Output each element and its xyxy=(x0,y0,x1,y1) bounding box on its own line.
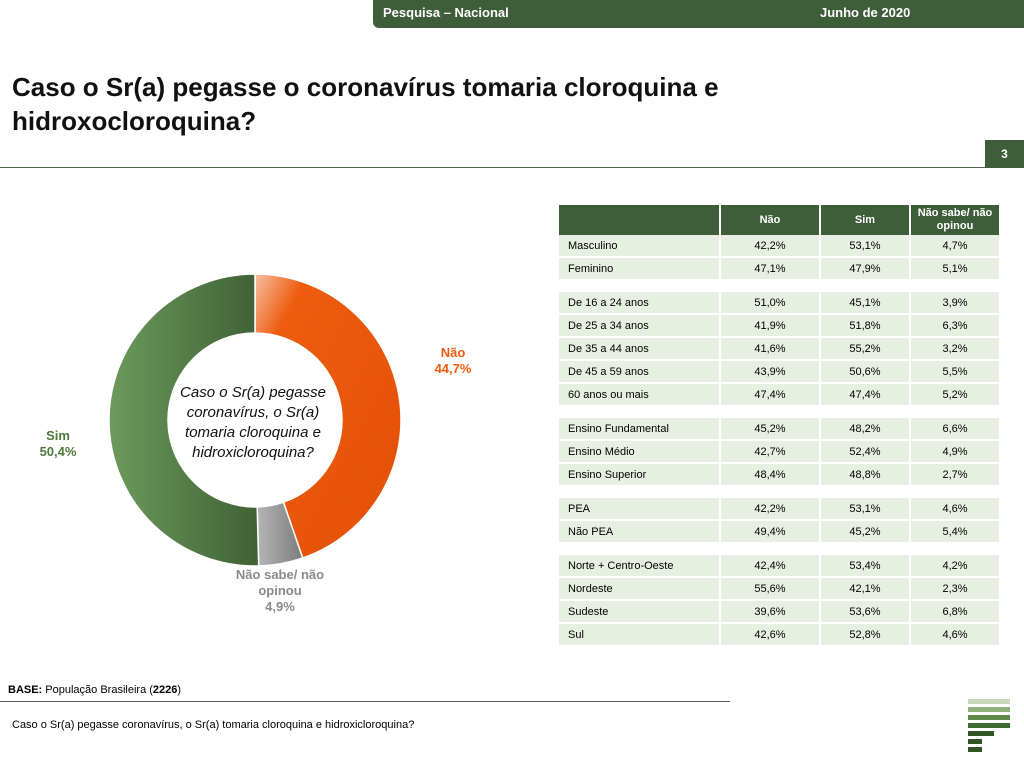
row-label: Ensino Fundamental xyxy=(559,418,720,440)
base-text: População Brasileira ( xyxy=(42,684,153,696)
header-nao-sabe: Não sabe/ não opinou xyxy=(910,205,1000,235)
base-note xyxy=(8,684,181,696)
gap-cell xyxy=(559,406,1000,418)
cell-value: 45,2% xyxy=(820,520,910,543)
table-row xyxy=(559,418,1000,440)
row-label: Nordeste xyxy=(559,577,720,600)
cell-value: 41,9% xyxy=(720,314,820,337)
table-group-gap xyxy=(559,280,1000,292)
footer-question: Caso o Sr(a) pegasse coronavírus, o Sr(a) tomaria cloroquina e hidroxicloroquina? xyxy=(12,719,415,731)
cell-value: 42,6% xyxy=(720,623,820,646)
cell-value: 53,4% xyxy=(820,555,910,577)
table-row xyxy=(559,555,1000,577)
header-nao: Não xyxy=(720,205,820,235)
survey-date: Junho de 2020 xyxy=(820,5,911,20)
table-row xyxy=(559,520,1000,543)
cell-value: 52,4% xyxy=(820,440,910,463)
cell-value: 6,6% xyxy=(910,418,1000,440)
cell-value: 42,2% xyxy=(720,498,820,520)
table-row xyxy=(559,440,1000,463)
cell-value: 3,9% xyxy=(910,292,1000,314)
row-label: PEA xyxy=(559,498,720,520)
label-nao-sabe xyxy=(215,567,345,615)
gap-cell xyxy=(559,486,1000,498)
label-sim xyxy=(18,428,98,460)
cell-value: 41,6% xyxy=(720,337,820,360)
cell-value: 42,4% xyxy=(720,555,820,577)
cell-value: 5,5% xyxy=(910,360,1000,383)
table-row xyxy=(559,257,1000,280)
label-nao xyxy=(418,345,488,377)
header-bar xyxy=(373,0,1024,28)
table-group-gap xyxy=(559,486,1000,498)
table-row xyxy=(559,463,1000,486)
table-row xyxy=(559,360,1000,383)
donut-center-question: Caso o Sr(a) pegasse coronavírus, o Sr(a) tomaria cloroquina e hidroxicloroquina? xyxy=(180,384,326,461)
cell-value: 45,1% xyxy=(820,292,910,314)
row-label: De 25 a 34 anos xyxy=(559,314,720,337)
cell-value: 2,7% xyxy=(910,463,1000,486)
cell-value: 42,2% xyxy=(720,235,820,257)
cell-value: 48,2% xyxy=(820,418,910,440)
title-divider xyxy=(0,167,985,168)
label-ns-value: 4,9% xyxy=(265,599,295,614)
base-close: ) xyxy=(177,684,182,696)
label-nao-name: Não xyxy=(440,345,466,360)
results-table xyxy=(559,205,1001,647)
cell-value: 6,8% xyxy=(910,600,1000,623)
cell-value: 5,1% xyxy=(910,257,1000,280)
gap-cell xyxy=(559,280,1000,292)
row-label: Não PEA xyxy=(559,520,720,543)
header-sim: Sim xyxy=(820,205,910,235)
row-label: Ensino Médio xyxy=(559,440,720,463)
cell-value: 53,1% xyxy=(820,498,910,520)
label-sim-name: Sim xyxy=(46,428,70,443)
gap-cell xyxy=(559,543,1000,555)
cell-value: 4,9% xyxy=(910,440,1000,463)
table-row xyxy=(559,600,1000,623)
page-number: 3 xyxy=(985,140,1024,168)
survey-label: Pesquisa – Nacional xyxy=(383,5,509,20)
cell-value: 5,2% xyxy=(910,383,1000,406)
row-label: Feminino xyxy=(559,257,720,280)
table-row xyxy=(559,383,1000,406)
cell-value: 45,2% xyxy=(720,418,820,440)
cell-value: 47,4% xyxy=(720,383,820,406)
cell-value: 47,1% xyxy=(720,257,820,280)
cell-value: 55,6% xyxy=(720,577,820,600)
cell-value: 50,6% xyxy=(820,360,910,383)
table-row xyxy=(559,292,1000,314)
cell-value: 4,6% xyxy=(910,623,1000,646)
cell-value: 55,2% xyxy=(820,337,910,360)
base-n: 2226 xyxy=(152,684,178,696)
row-label: 60 anos ou mais xyxy=(559,383,720,406)
row-label: De 35 a 44 anos xyxy=(559,337,720,360)
row-label: Masculino xyxy=(559,235,720,257)
footer-divider xyxy=(0,701,730,702)
row-label: Sul xyxy=(559,623,720,646)
table-row xyxy=(559,577,1000,600)
cell-value: 48,8% xyxy=(820,463,910,486)
row-label: Sudeste xyxy=(559,600,720,623)
cell-value: 51,0% xyxy=(720,292,820,314)
table-row xyxy=(559,623,1000,646)
cell-value: 48,4% xyxy=(720,463,820,486)
row-label: De 45 a 59 anos xyxy=(559,360,720,383)
cell-value: 5,4% xyxy=(910,520,1000,543)
page-title: Caso o Sr(a) pegasse o coronavírus tomaria cloroquina e hidroxocloroquina? xyxy=(12,72,719,136)
cell-value: 42,7% xyxy=(720,440,820,463)
cell-value: 4,2% xyxy=(910,555,1000,577)
cell-value: 39,6% xyxy=(720,600,820,623)
table-row xyxy=(559,498,1000,520)
label-sim-value: 50,4% xyxy=(39,444,77,459)
label-nao-value: 44,7% xyxy=(434,361,472,376)
cell-value: 3,2% xyxy=(910,337,1000,360)
header-empty xyxy=(559,205,720,235)
row-label: Ensino Superior xyxy=(559,463,720,486)
base-label: BASE: xyxy=(8,684,43,696)
cell-value: 2,3% xyxy=(910,577,1000,600)
table-row xyxy=(559,314,1000,337)
row-label: Norte + Centro-Oeste xyxy=(559,555,720,577)
cell-value: 51,8% xyxy=(820,314,910,337)
row-label: De 16 a 24 anos xyxy=(559,292,720,314)
table-group-gap xyxy=(559,543,1000,555)
cell-value: 43,9% xyxy=(720,360,820,383)
cell-value: 47,9% xyxy=(820,257,910,280)
cell-value: 52,8% xyxy=(820,623,910,646)
cell-value: 6,3% xyxy=(910,314,1000,337)
cell-value: 53,6% xyxy=(820,600,910,623)
table-row xyxy=(559,235,1000,257)
cell-value: 49,4% xyxy=(720,520,820,543)
company-logo xyxy=(968,693,1012,757)
table-header-row xyxy=(559,205,1000,235)
cell-value: 4,6% xyxy=(910,498,1000,520)
cell-value: 42,1% xyxy=(820,577,910,600)
cell-value: 47,4% xyxy=(820,383,910,406)
cell-value: 53,1% xyxy=(820,235,910,257)
table-group-gap xyxy=(559,406,1000,418)
cell-value: 4,7% xyxy=(910,235,1000,257)
label-ns-name: Não sabe/ não opinou xyxy=(235,567,325,598)
table-row xyxy=(559,337,1000,360)
